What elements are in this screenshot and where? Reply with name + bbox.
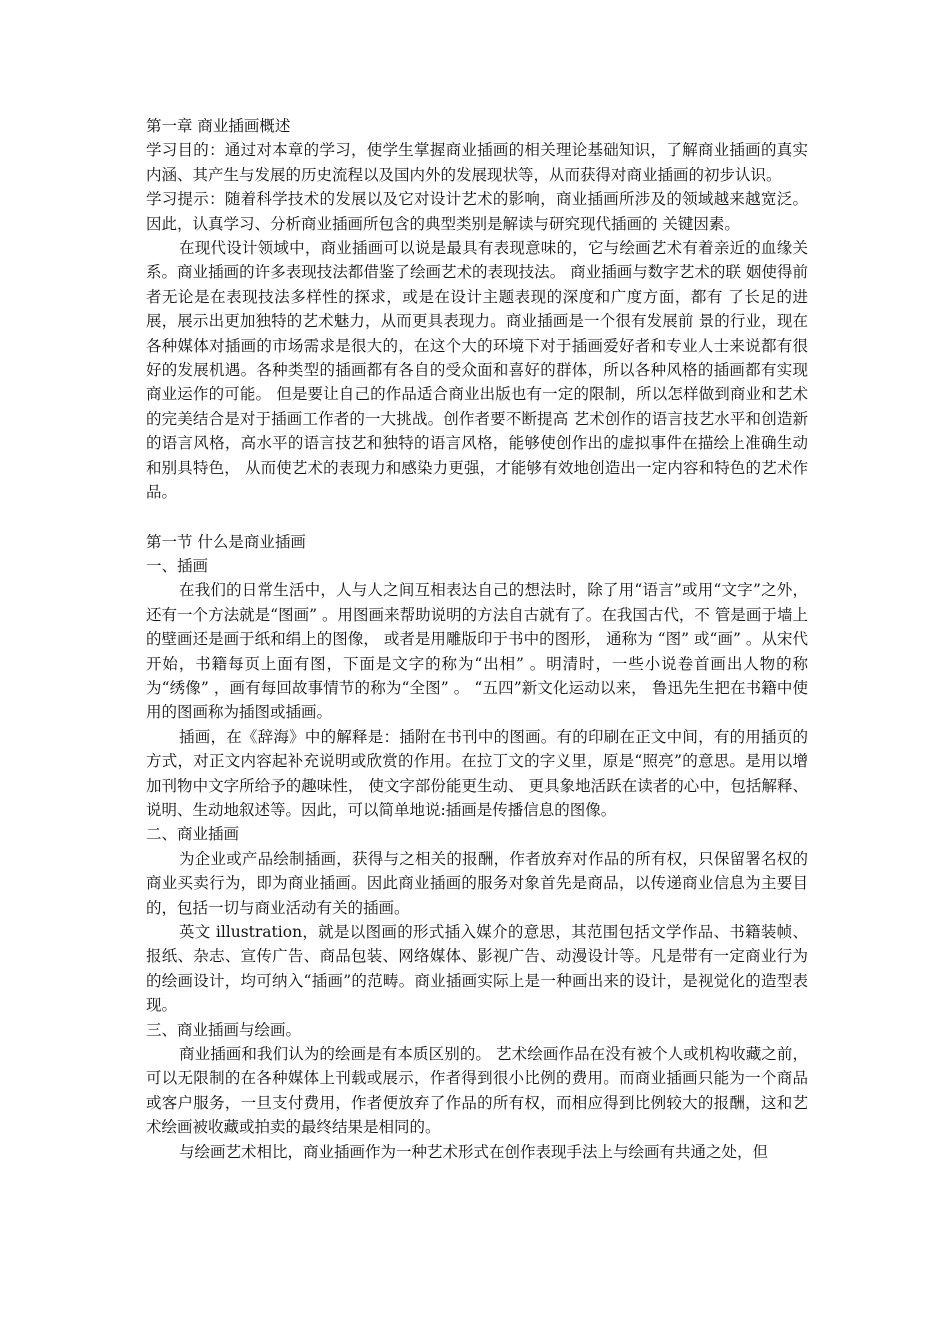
paragraph-vs-painting-difference: 商业插画和我们认为的绘画是有本质区别的。 艺术绘画作品在没有被个人或机构收藏之前，可以无限制的在各种媒体上刊载或展示，作者得到很小比例的费用。而商业插画只能为一个商品或客户服务，一旦支付费用，作者便放弃了作品的所有权，而相应得到比例较大的报酬，这和艺术绘画被收藏或拍卖的最终结果是相同的。: [146, 1045, 808, 1137]
paragraph-vs-painting-comparison: 与绘画艺术相比，商业插画作为一种艺术形式在创作表现手法上与绘画有共通之处，但: [179, 1142, 769, 1161]
document-page: [146, 114, 808, 1164]
subsection-title-illustration: 一、插画: [146, 556, 209, 575]
intro-paragraph: 在现代设计领域中，商业插画可以说是最具有表现意味的，它与绘画艺术有着亲近的血缘关系。商业插画的许多表现技法都借鉴了绘画艺术的表现技法。 商业插画与数字艺术的联 姻使得前者无论是在表现技法多样性的探求，或是在设计主题表现的深度和广度方面，都有 了长足的进展，展示出更加独特的艺术魅力，从而更具表现力。商业插画是一个很有发展前 景的行业，现在各种媒体对插画的市场需求是很大的，在这个大的环境下对于插画爱好者和专业人士来说都有很好的发展机遇。各种类型的插画都有各自的受众面和喜好的群体，所以各种风格的插画都有实现商业运作的可能。 但是要让自己的作品适合商业出版也有一定的限制，所以怎样做到商业和艺术的完美结合是对于插画工作者的一大挑战。创作者要不断提高 艺术创作的语言技艺水平和创造新的语言风格，高水平的语言技艺和独特的语言风格，能够使创作出的虚拟事件在描绘上准确生动和别具特色， 从而使艺术的表现力和感染力更强，才能够有效地创造出一定内容和特色的艺术作品。: [146, 239, 808, 502]
paragraph-illustration-definition: 插画，在《辞海》中的解释是：插附在书刊中的图画。有的印刷在正文中间，有的用插页的方式，对正文内容起补充说明或欣赏的作用。在拉丁文的字义里，原是“照亮”的意思。是用以增加刊物中文字所给予的趣味性， 使文字部份能更生动、 更具象地活跃在读者的心中，包括解释、说明、生动地叙述等。因此，可以简单地说:插画是传播信息的图像。: [146, 727, 808, 819]
paragraph-commercial-definition: 为企业或产品绘制插画，获得与之相关的报酬，作者放弃对作品的所有权，只保留署名权的商业买卖行为，即为商业插画。因此商业插画的服务对象首先是商品，以传递商业信息为主要目的，包括一切与商业活动有关的插画。: [146, 849, 808, 917]
section-gap: [146, 505, 808, 530]
paragraph-illustration-history: 在我们的日常生活中，人与人之间互相表达自己的想法时，除了用“语言”或用“文字”之外，还有一个方法就是“图画” 。用图画来帮助说明的方法自古就有了。在我国古代，不 管是画于墙上的壁画还是画于纸和绢上的图像， 或者是用雕版印于书中的图形， 通称为 “图” 或“画” 。从宋代开始，书籍每页上面有图，下面是文字的称为“出相” 。明清时，一些小说卷首画出人物的称为“绣像” ，画有每回故事情节的称为“全图” 。 “五四”新文化运动以来， 鲁迅先生把在书籍中使用的图画称为插图或插画。: [146, 581, 808, 722]
paragraph-commercial-scope: 英文 illustration，就是以图画的形式插入媒介的意思，其范围包括文学作品、书籍装帧、报纸、杂志、宣传广告、商品包装、网络媒体、影视广告、动漫设计等。凡是带有一定商业行为的绘画设计，均可纳入“插画”的范畴。商业插画实际上是一种画出来的设计，是视觉化的造型表现。: [146, 923, 808, 1015]
chapter-title: 第一章 商业插画概述: [146, 117, 291, 135]
subsection-title-commercial: 二、商业插画: [146, 825, 240, 844]
subsection-title-vs-painting: 三、商业插画与绘画。: [146, 1020, 302, 1039]
section-title: 第一节 什么是商业插画: [146, 532, 306, 551]
study-goal: 学习目的：通过对本章的学习，使学生掌握商业插画的相关理论基础知识，了解商业插画的真实内涵、其产生与发展的历史流程以及国内外的发展现状等，从而获得对商业插画的初步认识。: [146, 141, 808, 184]
study-hint: 学习提示：随着科学技术的发展以及它对设计艺术的影响，商业插画所涉及的领域越来越宽泛。因此，认真学习、分析商业插画所包含的典型类别是解读与研究现代插画的 关键因素。: [146, 190, 808, 233]
